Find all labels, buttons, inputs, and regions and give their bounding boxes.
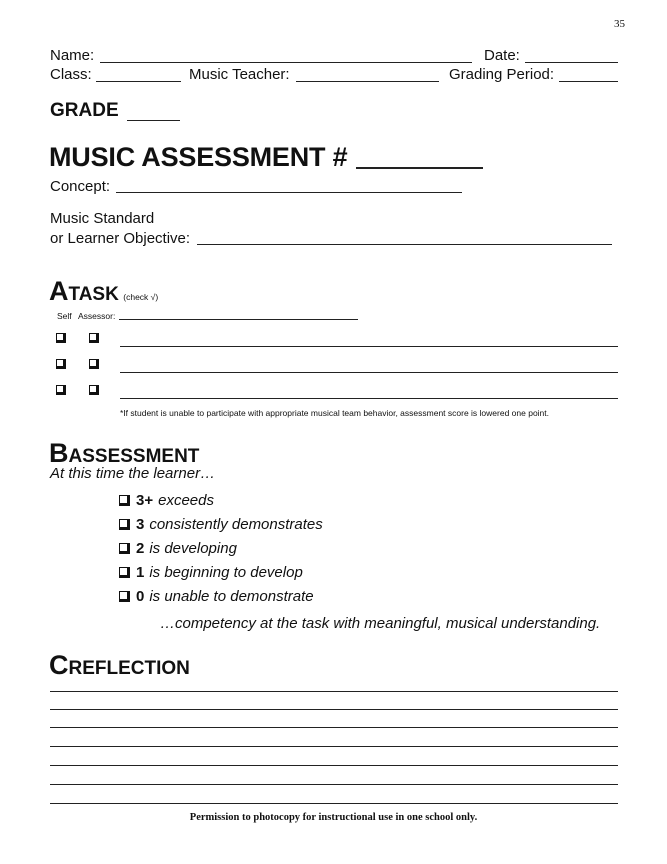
assessor-label: Assessor: xyxy=(78,311,116,321)
option-consistently-demonstrates[interactable] xyxy=(119,516,323,533)
page-number: 35 xyxy=(614,18,625,30)
option-score: 1 xyxy=(136,564,145,581)
check-note: (check √) xyxy=(123,292,159,302)
grade-label: GRADE xyxy=(50,100,119,121)
assessor-checkbox-3[interactable] xyxy=(89,385,99,395)
option-score: 3 xyxy=(136,516,145,533)
option-score: 0 xyxy=(136,588,145,605)
music-teacher-label: Music Teacher: xyxy=(189,66,290,83)
learner-objective-field[interactable] xyxy=(197,244,612,245)
assessment-closing: …competency at the task with meaningful, musical understanding. xyxy=(160,615,601,632)
task-title: TASK xyxy=(68,284,119,305)
task-footnote: *If student is unable to participate with appropriate musical team behavior, assessment score is lowered one point. xyxy=(120,408,550,418)
reflection-title: REFLECTION xyxy=(68,658,190,679)
reflection-line-4[interactable] xyxy=(50,746,618,747)
checkbox-icon[interactable] xyxy=(119,591,130,602)
task-letter: A xyxy=(49,276,69,306)
task-line-2[interactable] xyxy=(120,372,618,373)
date-field[interactable] xyxy=(525,62,618,63)
task-line-3[interactable] xyxy=(120,398,618,399)
reflection-line-5[interactable] xyxy=(50,765,618,766)
task-heading xyxy=(49,276,158,307)
page-title: MUSIC ASSESSMENT # xyxy=(49,142,348,172)
reflection-heading xyxy=(49,650,190,681)
reflection-line-6[interactable] xyxy=(50,784,618,785)
music-teacher-field[interactable] xyxy=(296,81,439,82)
option-score: 3+ xyxy=(136,492,154,509)
task-line-1[interactable] xyxy=(120,346,618,347)
checkbox-icon[interactable] xyxy=(119,567,130,578)
self-checkbox-2[interactable] xyxy=(56,359,66,369)
option-score: 2 xyxy=(136,540,145,557)
class-label: Class: xyxy=(50,66,92,83)
reflection-line-2[interactable] xyxy=(50,709,618,710)
task-description-field[interactable] xyxy=(119,319,358,320)
option-beginning-to-develop[interactable] xyxy=(119,564,303,581)
assessor-checkbox-1[interactable] xyxy=(89,333,99,343)
concept-field[interactable] xyxy=(116,192,462,193)
name-label: Name: xyxy=(50,47,95,64)
assessment-number-field[interactable] xyxy=(356,167,483,169)
reflection-letter: C xyxy=(49,650,69,680)
class-field[interactable] xyxy=(96,81,181,82)
option-text: is unable to demonstrate xyxy=(149,588,314,605)
self-label: Self xyxy=(57,311,72,321)
grading-period-label: Grading Period: xyxy=(449,66,555,83)
option-text: is developing xyxy=(149,540,237,557)
name-field[interactable] xyxy=(100,62,472,63)
option-text: is beginning to develop xyxy=(149,564,303,581)
option-text: exceeds xyxy=(158,492,214,509)
checkbox-icon[interactable] xyxy=(119,495,130,506)
permission-footer: Permission to photocopy for instructional use in one school only. xyxy=(189,812,478,823)
concept-label: Concept: xyxy=(50,178,111,195)
self-checkbox-3[interactable] xyxy=(56,385,66,395)
reflection-line-3[interactable] xyxy=(50,727,618,728)
assessment-letter: B xyxy=(49,438,69,468)
grading-period-field[interactable] xyxy=(559,81,618,82)
option-text: consistently demonstrates xyxy=(149,516,323,533)
option-exceeds[interactable] xyxy=(119,492,214,509)
self-checkbox-1[interactable] xyxy=(56,333,66,343)
music-standard-label: Music Standard xyxy=(50,210,155,227)
reflection-line-1[interactable] xyxy=(50,691,618,692)
date-label: Date: xyxy=(484,47,520,64)
assessment-title: ASSESSMENT xyxy=(68,446,200,467)
option-is-developing[interactable] xyxy=(119,540,237,557)
grade-field[interactable] xyxy=(127,120,180,121)
checkbox-icon[interactable] xyxy=(119,519,130,530)
reflection-line-7[interactable] xyxy=(50,803,618,804)
assessment-intro: At this time the learner… xyxy=(50,465,216,482)
option-unable-to-demonstrate[interactable] xyxy=(119,588,314,605)
checkbox-icon[interactable] xyxy=(119,543,130,554)
learner-objective-label: or Learner Objective: xyxy=(50,230,191,247)
assessor-checkbox-2[interactable] xyxy=(89,359,99,369)
